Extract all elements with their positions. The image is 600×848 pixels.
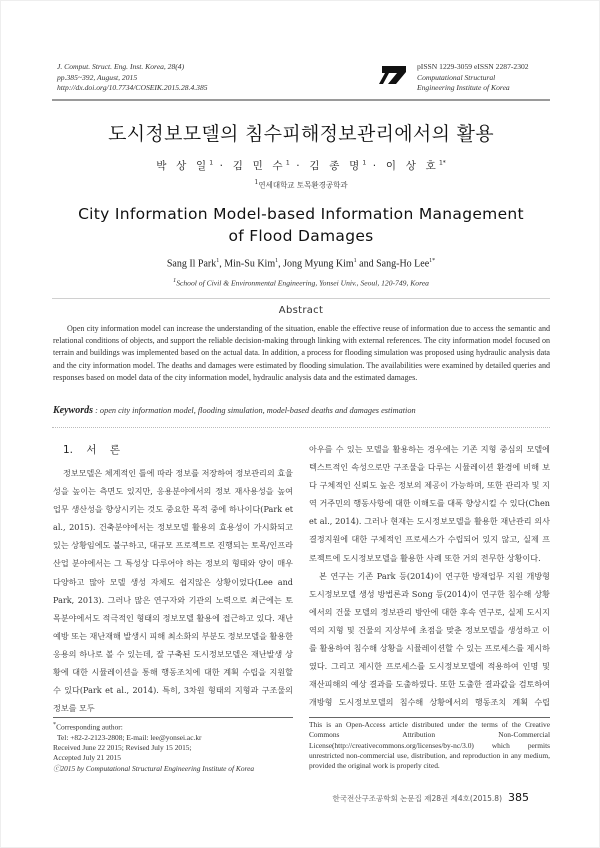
korean-author: 김 종 명 (309, 160, 363, 172)
english-title (1, 203, 600, 247)
body-right-column (309, 440, 550, 711)
abstract-text: Open city information model can increase the understanding of the situation, enable the effective reuse of information due to access the semantic and relational conditions of objects, and support the reliable decision-making through linking with external references. The city information model focused on terrain and buildings was implemented based on the actual data. In addition, a process for flooding simulation was proposed using hydraulic analysis data and the city information model. The deaths and damages were estimated by flooding simulation. The availabilities were examined by detailed queries and responses based on model data of the city information model, hydraulic analysis data and the estimated damages. (53, 324, 550, 382)
corresponding-label-text: Corresponding author: (56, 722, 123, 732)
issn-numbers: pISSN 1229-3059 eISSN 2287-2302 (417, 62, 529, 71)
issn-block (417, 62, 529, 94)
keywords-divider (52, 427, 550, 428)
author-separator: and (356, 258, 377, 270)
coseik-logo-icon (379, 64, 407, 86)
author-mark: 1 (362, 159, 367, 167)
author-mark: 1* (438, 159, 446, 167)
english-author: Min-Su Kim (224, 258, 276, 270)
author-mark: 1 (209, 159, 214, 167)
korean-affiliation-text: 연세대학교 토목환경공학과 (258, 180, 348, 190)
body-paragraph: 아우를 수 있는 모델을 활용하는 경우에는 기존 지형 중심의 모델에 텍스트적인 속성으로만 구조물을 다루는 시뮬레이션 환경에 비해 보다 구체적인 신뢰도 높은 정보의 제공이 가능하며, 또한 관리자 및 지역 거주민의 행동사항에 대한 이해도를 대폭 향상시킬 수 있다(Chen et al., 2014). 그러나 현재는 도시정보모델을 활용한 재난관리 의사결정지원에 대한 구체적인 프로세스가 수립되어 있지 않고, 실제 프로젝트에 도시정보모델을 활용한 사례 또한 거의 전무한 상황이다. (309, 444, 550, 563)
page-number: 385 (508, 791, 529, 804)
accepted-date: Accepted July 21 2015 (53, 753, 121, 763)
affiliation-mark: 1 (173, 277, 177, 284)
affiliation-mark: 1 (254, 179, 259, 186)
english-authors (1, 258, 600, 269)
author-separator: · (366, 160, 386, 172)
author-mark: 1 (353, 258, 357, 264)
author-separator: · (289, 160, 310, 172)
page-footer (333, 791, 529, 804)
contact-info: Tel: +82-2-2123-2808; E-mail: lee@yonsei.ac.kr (57, 732, 202, 742)
author-mark: 1* (429, 258, 436, 264)
english-title-line2: of Flood Damages (228, 227, 374, 245)
abstract-top-divider (52, 298, 550, 299)
copyright-notice: ⓒ2015 by Computational Structural Engineering Institute of Korea (53, 763, 255, 773)
body-paragraph: 정보모델은 체계적인 틀에 따라 정보를 저장하여 정보관리의 효율성을 높이는 측면도 있지만, 응용분야에서의 정보 재사용성을 높여 업무 생산성을 향상시키는 것도 중요한 목적 중에 하나이다(Park et al., 2015). 건축분야에서는 정보모델 활용의 효용성이 가시화되고 있는 상황임에도 불구하고, 대규모 프로젝트로 진행되는 토목/인프라산업 분야에서는 그 특성상 다루어야 하는 정보의 형태와 양이 매우 다양하고 많아 모델 생성 자체도 쉽지않은 상황이었다(Lee and Park, 2013). 그러나 많은 연구자와 기관의 노력으로 최근에는 토목분야에서도 적극적인 형태의 정보모델 활용에 접근하고 있다. 재난예방 또는 재난재해 발생시 피해 최소화의 부분도 정보모델을 활용한 응용의 하나로 볼 수 있는데, 잘 구축된 도시정보모델은 재난발생 상황에 대한 시뮬레이션을 통해 행동조치에 대한 계획 수립을 지원할 수 있다(Park et al., 2014). 특히, 3차원 형태의 지형과 구조물의 정보를 모두 (53, 468, 293, 714)
keywords-label: Keywords (53, 405, 93, 416)
korean-affiliation (1, 179, 600, 191)
footnote-divider-left (53, 717, 293, 718)
korean-author: 김 민 수 (232, 160, 286, 172)
body-left-column (53, 464, 293, 717)
footnote-divider-right (309, 717, 550, 718)
korean-author: 박 상 일 (156, 160, 210, 172)
korean-authors (1, 158, 600, 173)
journal-citation-line: J. Comput. Struct. Eng. Inst. Korea, 28(4) (57, 62, 185, 71)
english-author: Sang Il Park (166, 258, 217, 270)
keywords-separator: : (93, 406, 100, 415)
keywords-value: open city information model, flooding simulation, model-based deaths and damages estimation (99, 406, 416, 415)
author-footnote (53, 720, 303, 774)
institute-name-line2: Engineering Institute of Korea (417, 83, 510, 92)
institute-name-line1: Computational Structural (417, 72, 496, 82)
body-paragraph: 본 연구는 기존 Park 등(2014)이 연구한 방재업무 지원 개방형 도시정보모델 생성 방법론과 Song 등(2014)이 연구한 침수해 상황에서의 건물 모델의 정보관리 방안에 대한 후속 연구로, 실제 도시지역의 지형 및 건물의 지상부에 초점을 맞춘 정보모델을 생성하고 이를 활용하여 침수해 상황을 시뮬레이션할 수 있는 프로세스를 제시하였다. 그리고 제시한 프로세스를 도시정보모델에 적용하여 인명 및 재산피해의 예상 결과를 도출하였다. 또한 도출한 결과값을 검토하여 개방형 도시정보모델의 침수해 상황에서의 행동조치 계획 수립 (309, 570, 550, 708)
corresponding-mark: * (53, 722, 57, 728)
doi-link[interactable]: http://dx.doi.org/10.7734/COSEIK.2015.28.4.385 (57, 83, 208, 92)
author-separator: · (213, 160, 233, 172)
english-title-line1: City Information Model-based Information Management (78, 205, 524, 223)
author-separator: , (219, 258, 225, 270)
english-author: Sang-Ho Lee (376, 258, 430, 270)
author-mark: 1 (285, 159, 290, 167)
korean-author: 이 상 호 (385, 160, 439, 172)
received-date: Received June 22 2015; Revised July 15 2015; (53, 743, 192, 753)
abstract-heading: Abstract (278, 305, 324, 316)
author-separator: , (278, 258, 284, 270)
author-mark: 1 (216, 258, 220, 264)
header-divider (52, 99, 550, 101)
section-heading-introduction: 1. 서 론 (63, 444, 120, 456)
korean-title: 도시정보모델의 침수피해정보관리에서의 활용 (108, 123, 494, 145)
keywords (53, 405, 416, 416)
author-mark: 1 (275, 258, 279, 264)
journal-pages-line: pp.385~392, August, 2015 (57, 72, 138, 82)
english-author: Jong Myung Kim (283, 258, 354, 270)
journal-citation (57, 62, 208, 94)
license-footnote: This is an Open-Access article distributed under the terms of the Creative Commons Attribution Non-Commercial License(http://creativecommons.org/licenses/by-nc/3.0) which permits unrestricted non-commercial use, distribution, and reproduction in any medium, provided the original work is properly cited. (309, 720, 550, 771)
corresponding-author-label (53, 720, 303, 733)
footer-journal: 한국전산구조공학회 논문집 제28권 제4호(2015.8) (332, 794, 502, 803)
english-affiliation (1, 277, 600, 288)
english-affiliation-text: School of Civil & Environmental Engineering, Yonsei Univ., Seoul, 120-749, Korea (176, 278, 429, 288)
